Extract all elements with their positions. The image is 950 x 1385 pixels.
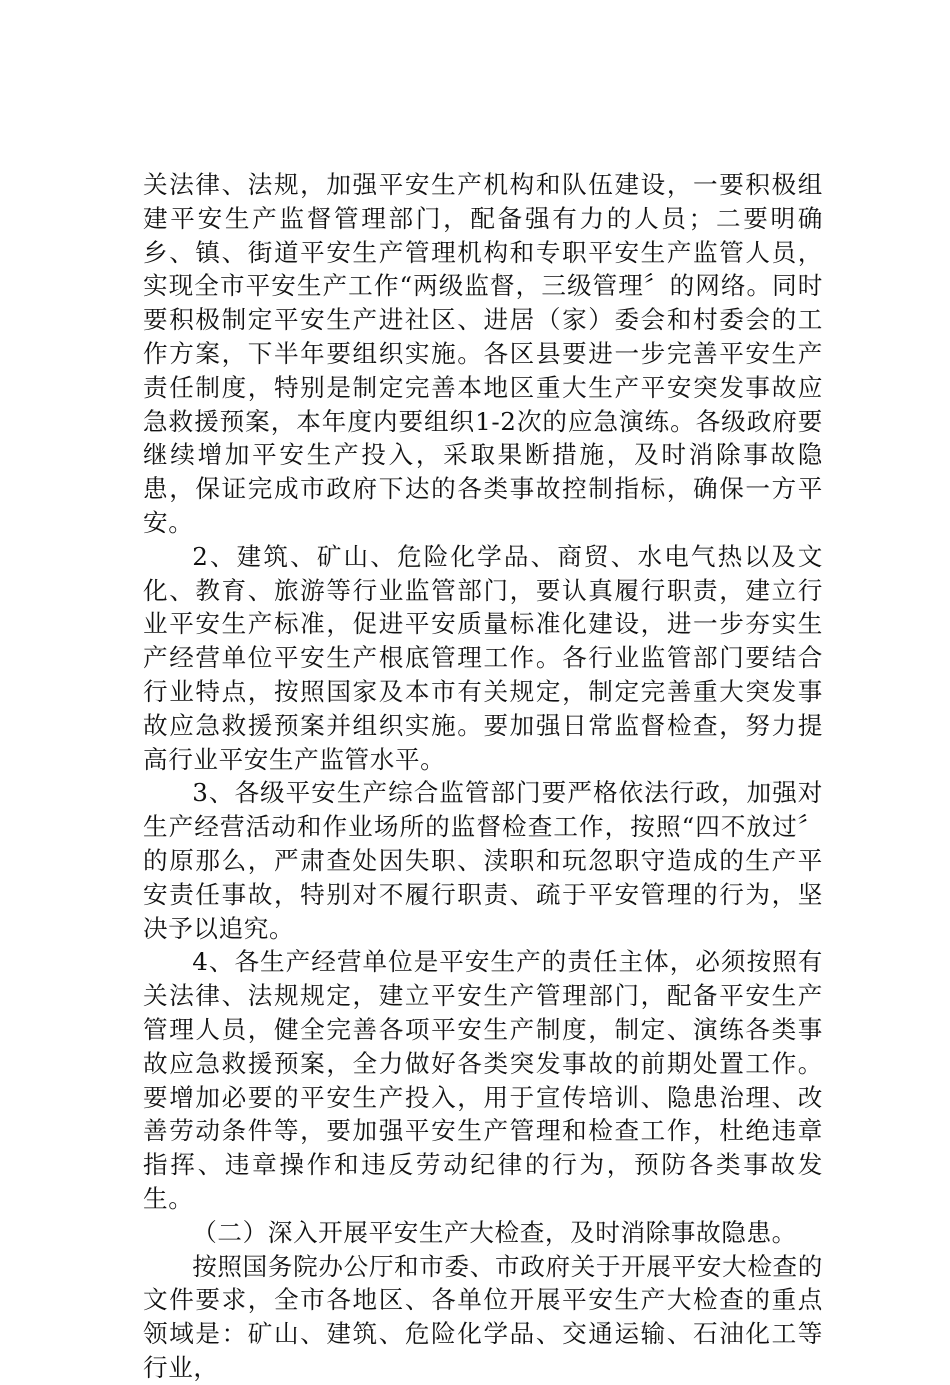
- paragraph-item-2: 2、建筑、矿山、危险化学品、商贸、水电气热以及文化、教育、旅游等行业监管部门，要认真履行职责，建立行业平安生产标准，促进平安质量标准化建设，进一步夯实生产经营单位平安生产根底管理工作。各行业监管部门要结合行业特点，按照国家及本市有关规定，制定完善重大突发事故应急救援预案并组织实施。要加强日常监督检查，努力提高行业平安生产监管水平。: [143, 541, 823, 774]
- paragraph-item-3: 3、各级平安生产综合监管部门要严格依法行政，加强对生产经营活动和作业场所的监督检查工作，按照“四不放过〞的原那么，严肃查处因失职、渎职和玩忽职守造成的生产平安责任事故，特别对不履行职责、疏于平安管理的行为，坚决予以追究。: [143, 778, 823, 943]
- section-heading-2: （二）深入开展平安生产大检查，及时消除事故隐患。: [192, 1217, 797, 1247]
- paragraph-item-4: 4、各生产经营单位是平安生产的责任主体，必须按照有关法律、法规规定，建立平安生产管理部门，配备平安生产管理人员，健全完善各项平安生产制度，制定、演练各类事故应急救援预案，全力做好各类突发事故的前期处置工作。要增加必要的平安生产投入，用于宣传培训、隐患治理、改善劳动条件等，要加强平安生产管理和检查工作，杜绝违章指挥、违章操作和违反劳动纪律的行为，预防各类事故发生。: [143, 947, 823, 1213]
- paragraph-continuation: 关法律、法规，加强平安生产机构和队伍建设，一要积极组建平安生产监督管理部门，配备强有力的人员；二要明确乡、镇、街道平安生产管理机构和专职平安生产监管人员，实现全市平安生产工作“两级监督，三级管理〞的网络。同时要积极制定平安生产进社区、进居（家）委会和村委会的工作方案，下半年要组织实施。各区县要进一步完善平安生产责任制度，特别是制定完善本地区重大生产平安突发事故应急救援预案，本年度内要组织1-2次的应急演练。各级政府要继续增加平安生产投入，采取果断措施，及时消除事故隐患，保证完成市政府下达的各类事故控制指标，确保一方平安。: [143, 170, 823, 537]
- paragraph-inspection: 按照国务院办公厅和市委、市政府关于开展平安大检查的文件要求，全市各地区、各单位开展平安生产大检查的重点领域是：矿山、建筑、危险化学品、交通运输、石油化工等行业，: [143, 1251, 823, 1382]
- body-text: [143, 168, 823, 1385]
